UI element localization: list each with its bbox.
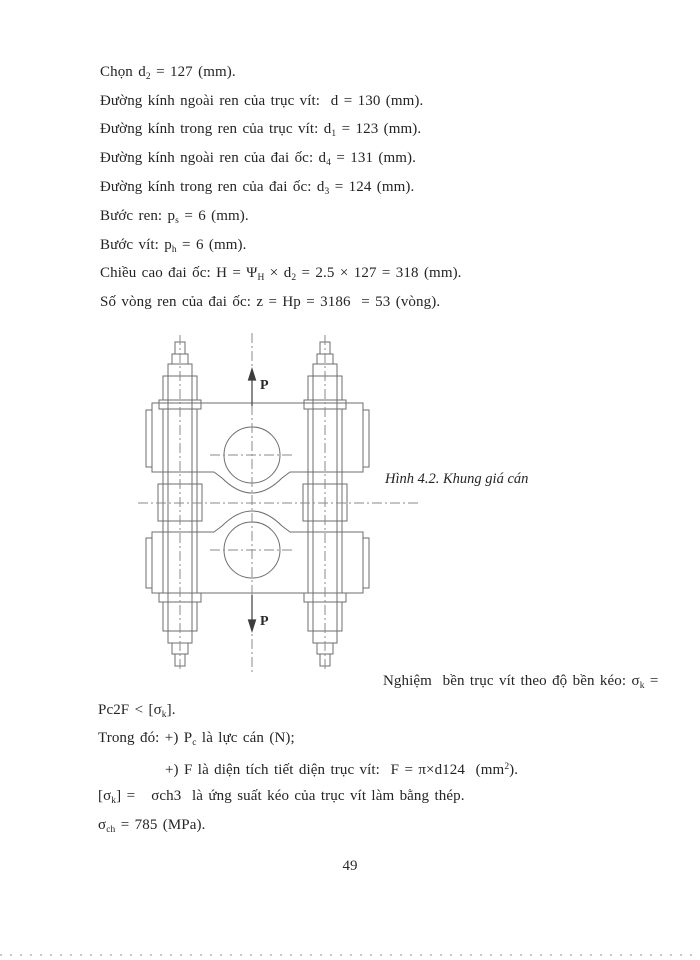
text-line-duong-kinh-trong-dai-oc: Đường kính trong ren của đai ốc: $d_3 = 124$ (mm).: [100, 179, 415, 197]
force-label-top: P: [260, 378, 269, 393]
page-number: 49: [342, 858, 358, 874]
figure-caption: Hình 4.2. Khung giá cán: [385, 471, 529, 487]
text-line-trong-do-pc: Trong đó: +) $P_c$ là lực cán (N);: [98, 730, 295, 748]
force-label-bottom: P: [260, 614, 269, 629]
arrow-up-head-icon: [249, 369, 256, 380]
center-lines: [138, 333, 418, 673]
text-line-duong-kinh-ngoai-truc-vit: Đường kính ngoài ren của trục vít: d = 130 (mm).: [100, 93, 424, 109]
text-line-buoc-vit: Bước vít: $p_h = 6$ (mm).: [100, 237, 247, 255]
upper-chock-block: [146, 403, 369, 493]
text-line-sigma-ch: $\sigma_{ch} = 785$ (MPa).: [98, 817, 206, 835]
text-line-formula-sigma-k: $Pc2F < [\sigma_k]$.: [98, 702, 176, 720]
frame-drawing: [138, 333, 418, 673]
text-line-chon-d2: Chọn $d_2 = 127$ (mm).: [100, 64, 236, 82]
text-line-so-vong-ren: Số vòng ren của đai ốc: z = Hp = 3186 = 53 (vòng).: [100, 294, 441, 310]
text-line-duong-kinh-ngoai-dai-oc: Đường kính ngoài ren của đai ốc: $d_4 = 131$ (mm).: [100, 150, 417, 168]
arrow-down-head-icon: [249, 620, 256, 631]
text-line-chieu-cao-dai-oc: Chiều cao đai ốc: $H = \Psi_H \times d_2 = 2.5 \times 127 = 318$ (mm).: [100, 265, 462, 283]
lower-chock-block: [146, 511, 369, 593]
text-line-buoc-ren: Bước ren: $p_s = 6$ (mm).: [100, 208, 249, 226]
text-line-duong-kinh-trong-truc-vit: Đường kính trong ren của trục vít: $d_1 = 123$ (mm).: [100, 121, 422, 139]
text-line-dien-tich-f: +) F là diện tích tiết diện trục vít: F = π×d124 $(mm^2)$.: [165, 762, 519, 778]
frame-outline: [146, 342, 369, 666]
text-line-nghiem-ben: Nghiệm bền trục vít theo độ bền kéo: $\sigma_k$ =: [383, 673, 659, 691]
figure-khung-gia-can: [138, 333, 418, 673]
footer-dotted-divider: [0, 954, 700, 956]
text-line-ung-suat-keo: $[\sigma_k] = \sigma ch3$ là ứng suất kéo của trục vít làm bằng thép.: [98, 788, 465, 806]
